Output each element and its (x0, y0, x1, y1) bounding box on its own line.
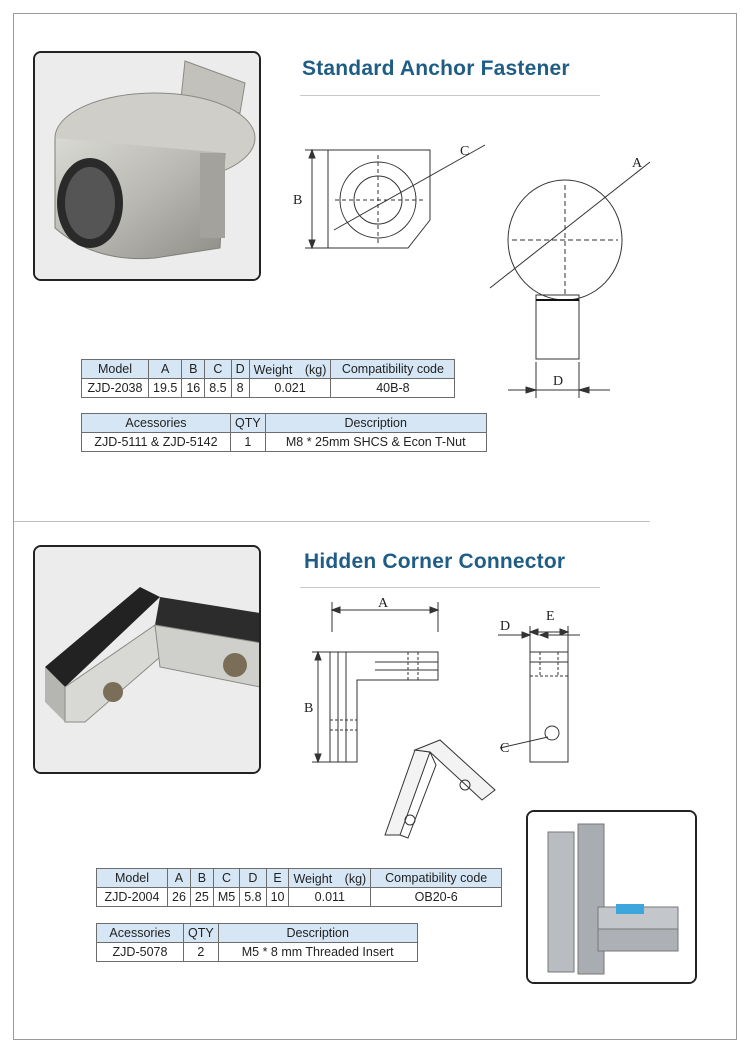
table-cell: 2 (184, 943, 219, 962)
table-cell: ZJD-2038 (82, 379, 149, 398)
table-cell: 5.8 (240, 888, 266, 907)
col-header: C (205, 360, 231, 379)
col-header: Model (82, 360, 149, 379)
table-cell: M5 * 8 mm Threaded Insert (218, 943, 417, 962)
table-cell: 16 (182, 379, 205, 398)
dim-label-b2: B (304, 701, 314, 716)
col-header: B (182, 360, 205, 379)
table-cell: 8 (231, 379, 249, 398)
table-cell: 26 (168, 888, 191, 907)
table-cell: ZJD-5111 & ZJD-5142 (82, 433, 231, 452)
corner-connector-photo (33, 545, 261, 774)
table-cell: ZJD-5078 (97, 943, 184, 962)
anchor-spec-table (81, 359, 455, 398)
anchor-accessories-table (81, 413, 487, 452)
section-title-corner: Hidden Corner Connector (304, 550, 566, 573)
table-cell: 25 (190, 888, 213, 907)
table-cell: ZJD-2004 (97, 888, 168, 907)
corner-accessories-table (96, 923, 418, 962)
table-cell: M5 (213, 888, 239, 907)
col-header: Acessories (97, 924, 184, 943)
table-cell: 40B-8 (331, 379, 455, 398)
col-header: D (231, 360, 249, 379)
col-header: QTY (184, 924, 219, 943)
section-divider (14, 521, 650, 522)
dim-label-a2: A (378, 596, 389, 611)
dim-label-d1: D (553, 374, 564, 389)
table-cell: 19.5 (149, 379, 182, 398)
dim-label-c1: C (460, 144, 470, 159)
dim-label-b1: B (293, 193, 303, 208)
table-cell: 0.011 (289, 888, 371, 907)
table-cell: 8.5 (205, 379, 231, 398)
table-cell: M8 * 25mm SHCS & Econ T-Nut (265, 433, 486, 452)
col-header: Compatibility code (371, 869, 502, 888)
col-header: D (240, 869, 266, 888)
dim-label-a1: A (632, 156, 643, 171)
col-header: QTY (231, 414, 266, 433)
table-cell: 0.021 (249, 379, 331, 398)
section-title-anchor: Standard Anchor Fastener (302, 57, 570, 80)
col-header: B (190, 869, 213, 888)
title-underline-2 (300, 587, 600, 588)
col-header: Description (218, 924, 417, 943)
col-header: Weight (kg) (289, 869, 371, 888)
dim-label-d2: D (500, 619, 511, 634)
col-header: A (149, 360, 182, 379)
col-header: Model (97, 869, 168, 888)
col-header: E (266, 869, 289, 888)
anchor-fastener-photo (33, 51, 261, 281)
corner-spec-table (96, 868, 502, 907)
table-cell: 1 (231, 433, 266, 452)
col-header: Description (265, 414, 486, 433)
col-header: Compatibility code (331, 360, 455, 379)
dim-label-e2: E (546, 609, 555, 624)
table-cell: OB20-6 (371, 888, 502, 907)
assembly-photo (526, 810, 697, 984)
title-underline-1 (300, 95, 600, 96)
dim-label-c2: C (500, 741, 510, 756)
col-header: Weight (kg) (249, 360, 331, 379)
col-header: Acessories (82, 414, 231, 433)
col-header: C (213, 869, 239, 888)
col-header: A (168, 869, 191, 888)
table-cell: 10 (266, 888, 289, 907)
